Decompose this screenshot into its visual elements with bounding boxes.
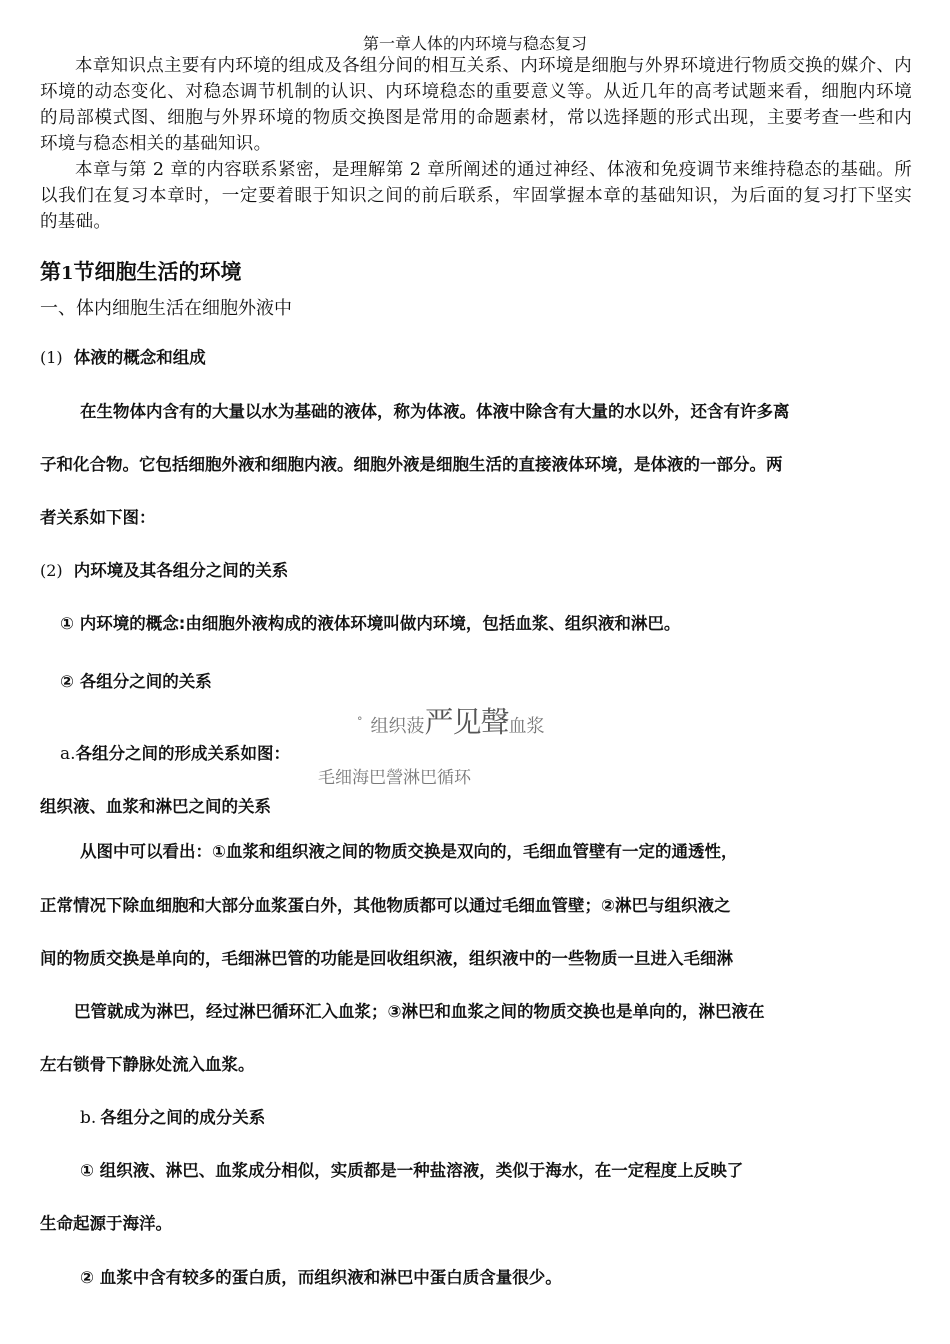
item-1-label: 体液的概念和组成 [73, 348, 206, 367]
item-1-line-3: 者关系如下图： [40, 508, 156, 527]
section-number: 1 [61, 263, 74, 284]
diagram-right-label: 血浆 [508, 716, 545, 737]
relation-title: 组织液、血浆和淋巴之间的关系 [40, 797, 271, 816]
diagram-middle-label: 严见聲 [424, 705, 509, 739]
sub-a-text: 各组分之间的形成关系如图： [75, 744, 291, 763]
relation-line-2: 正常情况下除血细胞和大部分血浆蛋白外，其他物质都可以通过毛细血管壁；②淋巴与组织液之 [40, 896, 731, 915]
document-title: 第一章人体的内环境与稳态复习 [362, 34, 587, 53]
diagram-left-label: 组织菠 [370, 716, 425, 737]
diagram-bottom-label: 毛细海巴謍淋巴循环 [318, 768, 471, 788]
formation-diagram [357, 700, 545, 741]
item-1-line-2: 子和化合物。它包括细胞外液和细胞内液。细胞外液是细胞生活的直接液体环境，是体液的一部分。两 [40, 455, 783, 474]
item-1-number: (1) [40, 348, 63, 367]
sub-b-text: 各组分之间的成分关系 [100, 1108, 266, 1127]
item-1-heading [40, 344, 206, 368]
relation-line-5: 左右锁骨下静脉处流入血浆。 [40, 1055, 255, 1074]
item-2-label: 内环境及其各组分之间的关系 [73, 561, 289, 580]
relation-line-4: 巴管就成为淋巴，经过淋巴循环汇入血浆；③淋巴和血浆之间的物质交换也是单向的，淋巴液在 [74, 1002, 765, 1021]
sub-a-prefix: a. [60, 744, 76, 764]
relation-line-3: 间的物质交换是单向的，毛细淋巴管的功能是回收组织液，组织液中的一些物质一旦进入毛细淋 [40, 949, 733, 968]
intro-block [40, 53, 912, 235]
sub-b-point-2: ② 血浆中含有较多的蛋白质，而组织液和淋巴中蛋白质含量很少。 [80, 1268, 562, 1287]
sub-b-prefix: b. [80, 1108, 97, 1128]
sub-b-point-1-line-2: 生命起源于海洋。 [40, 1214, 172, 1233]
section-prefix: 第 [40, 260, 61, 284]
diagram-dot: ° [357, 715, 363, 728]
relation-line-1: 从图中可以看出：①血浆和组织液之间的物质交换是双向的，毛细血管壁有一定的通透性， [80, 842, 738, 861]
sub-b [80, 1104, 265, 1128]
sub-b-point-1-line-1: ① 组织液、淋巴、血浆成分相似，实质都是一种盐溶液，类似于海水，在一定程度上反映了 [80, 1161, 744, 1180]
item-2-heading [40, 557, 288, 581]
intro-paragraph-2: 本章与第 2 章的内容联系紧密，是理解第 2 章所阐述的通过神经、体液和免疫调节来维持稳态的基础。所以我们在复习本章时，一定要着眼于知识之间的前后联系，牢固掌握本章的基础知识，为后面的复习打下坚实的基础。 [40, 160, 912, 232]
item-2-point-1: ① 内环境的概念:由细胞外液构成的液体环境叫做内环境，包括血浆、组织液和淋巴。 [60, 614, 681, 633]
item-2-point-2: ② 各组分之间的关系 [60, 672, 212, 691]
section-heading [40, 256, 242, 286]
sub-a [60, 740, 290, 764]
subheading-1: 一、体内细胞生活在细胞外液中 [40, 298, 292, 319]
item-2-number: (2) [40, 561, 63, 580]
section-title: 节细胞生活的环境 [73, 260, 242, 284]
item-1-line-1: 在生物体内含有的大量以水为基础的液体，称为体液。体液中除含有大量的水以外，还含有许多离 [80, 402, 790, 421]
intro-paragraph-1: 本章知识点主要有内环境的组成及各组分间的相互关系、内环境是细胞与外界环境进行物质交换的媒介、内环境的动态变化、对稳态调节机制的认识、内环境稳态的重要意义等。从近几年的高考试题来看，细胞内环境的局部模式图、细胞与外界环境的物质交换图是常用的命题素材，常以选择题的形式出现，主要考查一些和内环境与稳态相关的基础知识。 [40, 56, 912, 154]
